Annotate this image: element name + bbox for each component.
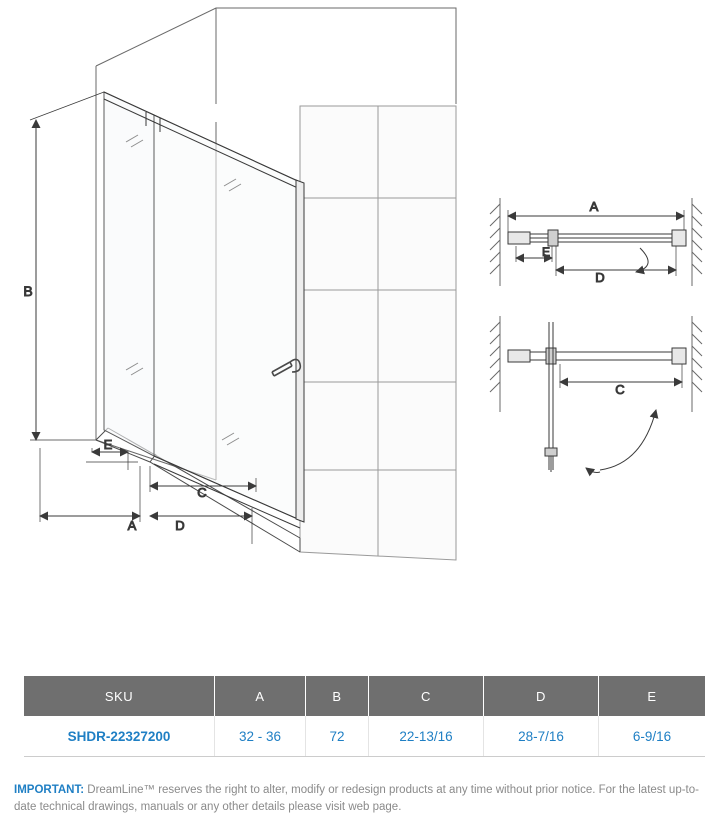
top-view-2 bbox=[490, 316, 702, 473]
cell-c: 22-13/16 bbox=[369, 716, 484, 757]
cell-e: 6-9/16 bbox=[599, 716, 706, 757]
dim-label-d: D bbox=[175, 518, 185, 533]
dimension-a bbox=[40, 448, 140, 522]
cell-sku: SHDR-22327200 bbox=[24, 716, 215, 757]
table-header-a: A bbox=[215, 676, 306, 716]
spec-table-container bbox=[24, 676, 688, 757]
wall-hatch-right-1 bbox=[692, 198, 702, 286]
cell-d: 28-7/16 bbox=[484, 716, 599, 757]
track-profile-2 bbox=[508, 348, 686, 364]
door-glass-panel bbox=[154, 115, 300, 520]
dim-label-e-top: E bbox=[541, 245, 551, 259]
dimension-d-top bbox=[556, 246, 676, 276]
footnote-line2: date technical drawings, manuals or any other details please visit bbox=[14, 800, 346, 813]
table-header-e: E bbox=[599, 676, 706, 716]
wall-jamb bbox=[296, 180, 304, 522]
footnote-line2-tail: web page. bbox=[348, 800, 402, 813]
dim-label-a-top: A bbox=[589, 199, 599, 214]
dim-label-c-top: C bbox=[615, 382, 625, 397]
footnote bbox=[14, 782, 704, 815]
dim-label-b: B bbox=[23, 283, 33, 299]
dim-label-d-top: D bbox=[595, 270, 605, 285]
footnote-important-label: IMPORTANT: bbox=[14, 784, 85, 796]
dim-label-a: A bbox=[127, 518, 137, 533]
cell-a: 32 - 36 bbox=[215, 716, 306, 757]
door-leaf-open bbox=[545, 322, 557, 472]
top-view-1 bbox=[490, 198, 702, 286]
dim-label-c: C bbox=[197, 485, 207, 500]
table-header-b: B bbox=[306, 676, 369, 716]
track-profile-1 bbox=[508, 230, 686, 246]
swing-arc-2 bbox=[586, 410, 656, 473]
dimension-b bbox=[30, 92, 104, 440]
dim-label-e: E bbox=[103, 437, 113, 452]
table-header-d: D bbox=[484, 676, 599, 716]
wall-hatch-right-2 bbox=[692, 316, 702, 412]
cell-b: 72 bbox=[306, 716, 369, 757]
swing-arc-1 bbox=[636, 248, 648, 272]
tiled-wall bbox=[300, 106, 456, 560]
fixed-glass-panel bbox=[104, 92, 154, 456]
table-header-row bbox=[24, 676, 705, 716]
perspective-view bbox=[23, 8, 456, 560]
wall-hatch-left-1 bbox=[490, 198, 500, 286]
table-header-c: C bbox=[369, 676, 484, 716]
dimension-d bbox=[150, 508, 252, 544]
spec-table bbox=[24, 676, 705, 757]
table-row bbox=[24, 716, 705, 757]
table-header-sku: SKU bbox=[24, 676, 215, 716]
footnote-line1: DreamLine™ reserves the right to alter, modify or redesign products at any time without prior notice. For the latest up-to- bbox=[87, 784, 699, 796]
wall-hatch-left-2 bbox=[490, 316, 500, 412]
